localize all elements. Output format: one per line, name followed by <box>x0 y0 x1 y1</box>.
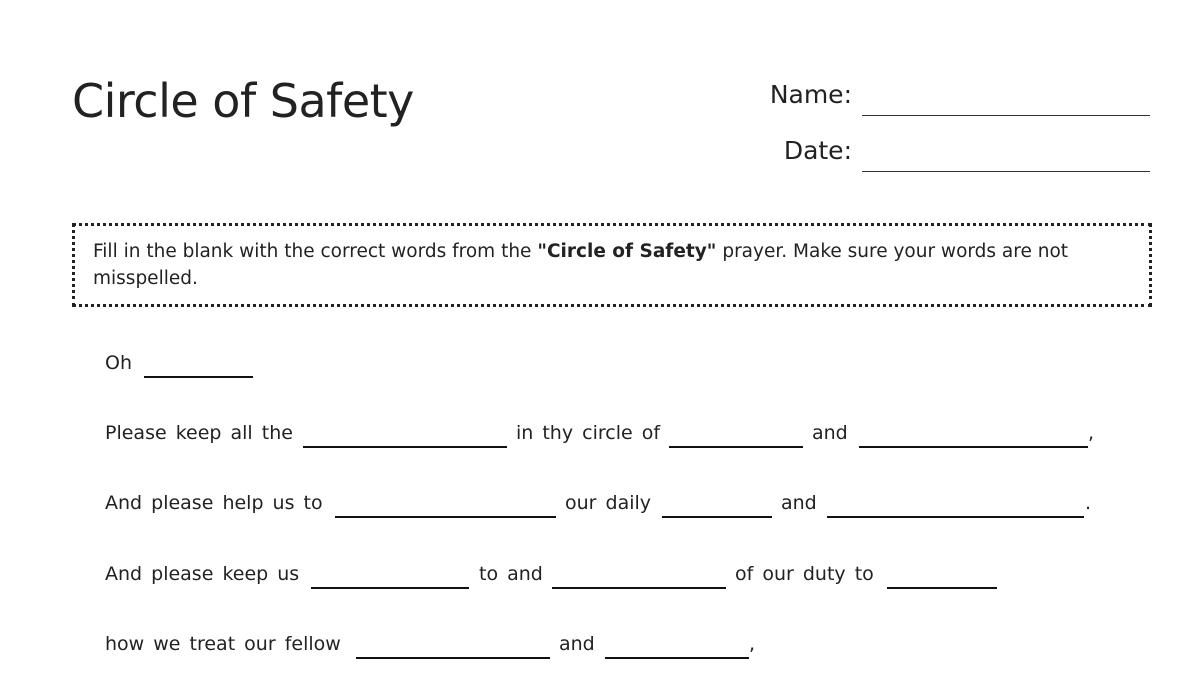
prayer-line-2 <box>0 422 1200 452</box>
blank-line <box>827 516 1084 518</box>
fill-in-blank-input[interactable] <box>887 565 997 587</box>
blank-line <box>859 446 1088 448</box>
date-field-row <box>732 136 1150 166</box>
line-text: our daily <box>565 492 652 514</box>
prayer-line-4 <box>0 563 1200 593</box>
date-label: Date: <box>783 136 852 165</box>
blank-line <box>552 587 726 589</box>
fill-in-blank-input[interactable] <box>605 635 749 657</box>
date-field[interactable] <box>862 171 1150 172</box>
fill-in-blank-input[interactable] <box>303 424 507 446</box>
line-text: And please help us to <box>105 492 323 514</box>
instructions-text-start: Fill in the blank with the correct words from the <box>93 241 538 262</box>
page-title: Circle of Safety <box>72 74 414 128</box>
instructions-box <box>72 223 1152 307</box>
blank-line <box>887 587 997 589</box>
prayer-line-5 <box>0 633 1200 663</box>
prayer-line-1 <box>0 352 1200 382</box>
line-text: to and <box>479 563 543 585</box>
fill-in-blank-input[interactable] <box>335 494 556 516</box>
line-punctuation: . <box>1085 492 1092 514</box>
blank-line <box>356 657 550 659</box>
blank-line <box>311 587 469 589</box>
line-punctuation: , <box>1088 422 1095 444</box>
line-text: and <box>559 633 595 655</box>
fill-in-blank-input[interactable] <box>311 565 469 587</box>
fill-in-blank-input[interactable] <box>552 565 726 587</box>
name-field[interactable] <box>862 115 1150 116</box>
instructions-prayer-name: "Circle of Safety" <box>537 241 717 262</box>
fill-in-blank-input[interactable] <box>827 494 1084 516</box>
blank-line <box>335 516 556 518</box>
blank-line <box>669 446 803 448</box>
line-text: of our duty to <box>735 563 874 585</box>
line-punctuation: , <box>749 633 756 655</box>
blank-line <box>303 446 507 448</box>
line-text: Please keep all the <box>105 422 293 444</box>
line-text: and <box>812 422 848 444</box>
line-text: in thy circle of <box>516 422 661 444</box>
line-text: and <box>781 492 817 514</box>
line-text: Oh <box>105 352 132 374</box>
fill-in-blank-input[interactable] <box>859 424 1088 446</box>
fill-in-blank-input[interactable] <box>669 424 803 446</box>
line-text: And please keep us <box>105 563 300 585</box>
name-label: Name: <box>769 80 852 109</box>
line-text: how we treat our fellow <box>105 633 341 655</box>
blank-line <box>662 516 772 518</box>
name-field-row <box>732 80 1150 110</box>
prayer-line-3 <box>0 492 1200 522</box>
fill-in-blank-input[interactable] <box>144 354 253 376</box>
blank-line <box>605 657 749 659</box>
instructions-text-end: prayer. Make sure your words are not misspelled. <box>93 241 1069 289</box>
fill-in-blank-input[interactable] <box>662 494 772 516</box>
fill-in-blank-input[interactable] <box>356 635 550 657</box>
blank-line <box>144 376 253 378</box>
